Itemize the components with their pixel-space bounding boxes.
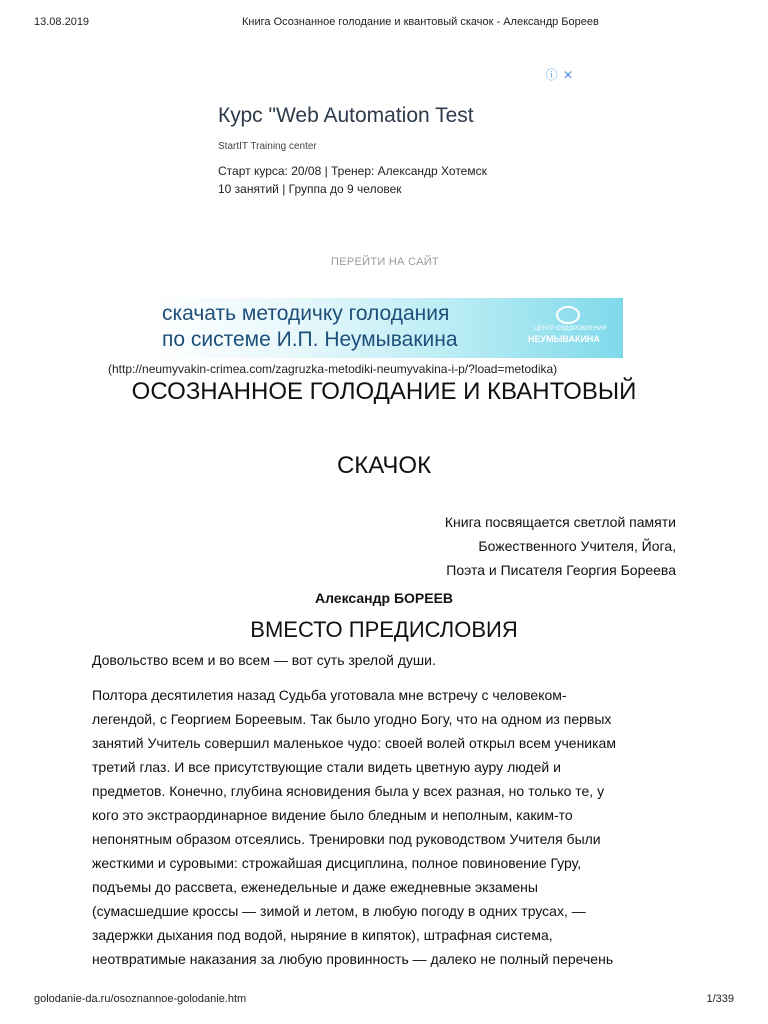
paragraph-line: задержки дыхания под водой, ныряние в кипяток), штрафная система,	[92, 927, 553, 943]
dedication-line: Божественного Учителя, Йога,	[478, 538, 676, 554]
book-title-line: ОСОЗНАННОЕ ГОЛОДАНИЕ И КВАНТОВЫЙ	[131, 378, 637, 405]
source-link[interactable]: (http://neumyvakin-crimea.com/zagruzka-metodiki-neumyvakina-i-p/?load=metodika)	[108, 362, 558, 376]
ad-visit-site-button[interactable]: ПЕРЕЙТИ НА САЙТ	[331, 256, 440, 268]
paragraph-line: легендой, с Георгием Бореевым. Так было угодно Богу, что на одном из первых	[92, 711, 612, 727]
ad-description-line: 10 занятий | Группа до 9 человек	[218, 182, 402, 196]
ad-block[interactable]	[218, 64, 578, 274]
paragraph-line: неотвратимые наказания за любую провинность — далеко не полный перечень	[92, 951, 614, 967]
banner-text-line: по системе И.П. Неумывакина	[162, 328, 458, 351]
banner-text-line: скачать методичку голодания	[162, 302, 450, 325]
ad-info-close-icon[interactable]: ⓘ ✕	[545, 68, 574, 82]
ad-organization: StartIT Training center	[218, 141, 317, 152]
paragraph-line: (сумасшедшие кроссы — зимой и летом, в любую погоду в одних трусах, —	[92, 903, 586, 919]
page-number: 1/339	[706, 993, 734, 1005]
epigraph: Довольство всем и во всем — вот суть зрелой души.	[92, 652, 436, 668]
ad-headline[interactable]: Курс "Web Automation Test	[218, 104, 474, 127]
print-date: 13.08.2019	[34, 16, 90, 28]
print-header	[34, 16, 734, 32]
dedication-line: Книга посвящается светлой памяти	[444, 514, 676, 530]
ad-description-line: Старт курса: 20/08 | Тренер: Александр Хотемск	[218, 164, 487, 178]
print-url: golodanie-da.ru/osoznannoe-golodanie.htm	[34, 993, 247, 1005]
print-title: Книга Осознанное голодание и квантовый скачок - Александр Бореев	[242, 16, 599, 28]
preface-heading: ВМЕСТО ПРЕДИСЛОВИЯ	[250, 617, 518, 642]
paragraph-line: предметов. Конечно, глубина ясновидения была у всех разная, но только те, у	[92, 783, 605, 799]
book-title-line: СКАЧОК	[336, 452, 432, 479]
paragraph-line: занятий Учитель совершил маленькое чудо: своей волей открыл всем ученикам	[92, 735, 616, 751]
banner-logo-icon	[556, 306, 580, 324]
banner-logo-subtitle: ЦЕНТР ОЗДОРОВЛЕНИЯ	[534, 326, 607, 332]
paragraph-line: непонятным образом отсеялись. Тренировки под руководством Учителя были	[92, 831, 601, 847]
dedication-line: Поэта и Писателя Георгия Бореева	[446, 562, 676, 578]
dedication	[445, 510, 676, 582]
body-paragraph	[92, 683, 672, 971]
paragraph-line: Полтора десятилетия назад Судьба уготовала мне встречу с человеком-	[92, 687, 567, 703]
paragraph-line: кого это экстраординарное видение было бледным и неполным, каким-то	[92, 807, 573, 823]
banner-logo-title: НЕУМЫВАКИНА	[528, 334, 600, 344]
paragraph-line: третий глаз. И все присутствующие стали видеть цветную ауру людей и	[92, 759, 561, 775]
paragraph-line: жесткими и суровыми: строжайшая дисциплина, полное повиновение Гуру,	[92, 855, 582, 871]
paragraph-line: подъемы до рассвета, еженедельные и даже ежедневные экзамены	[92, 879, 538, 895]
methodology-banner[interactable]	[150, 298, 623, 358]
author-name: Александр БОРЕЕВ	[314, 590, 454, 606]
